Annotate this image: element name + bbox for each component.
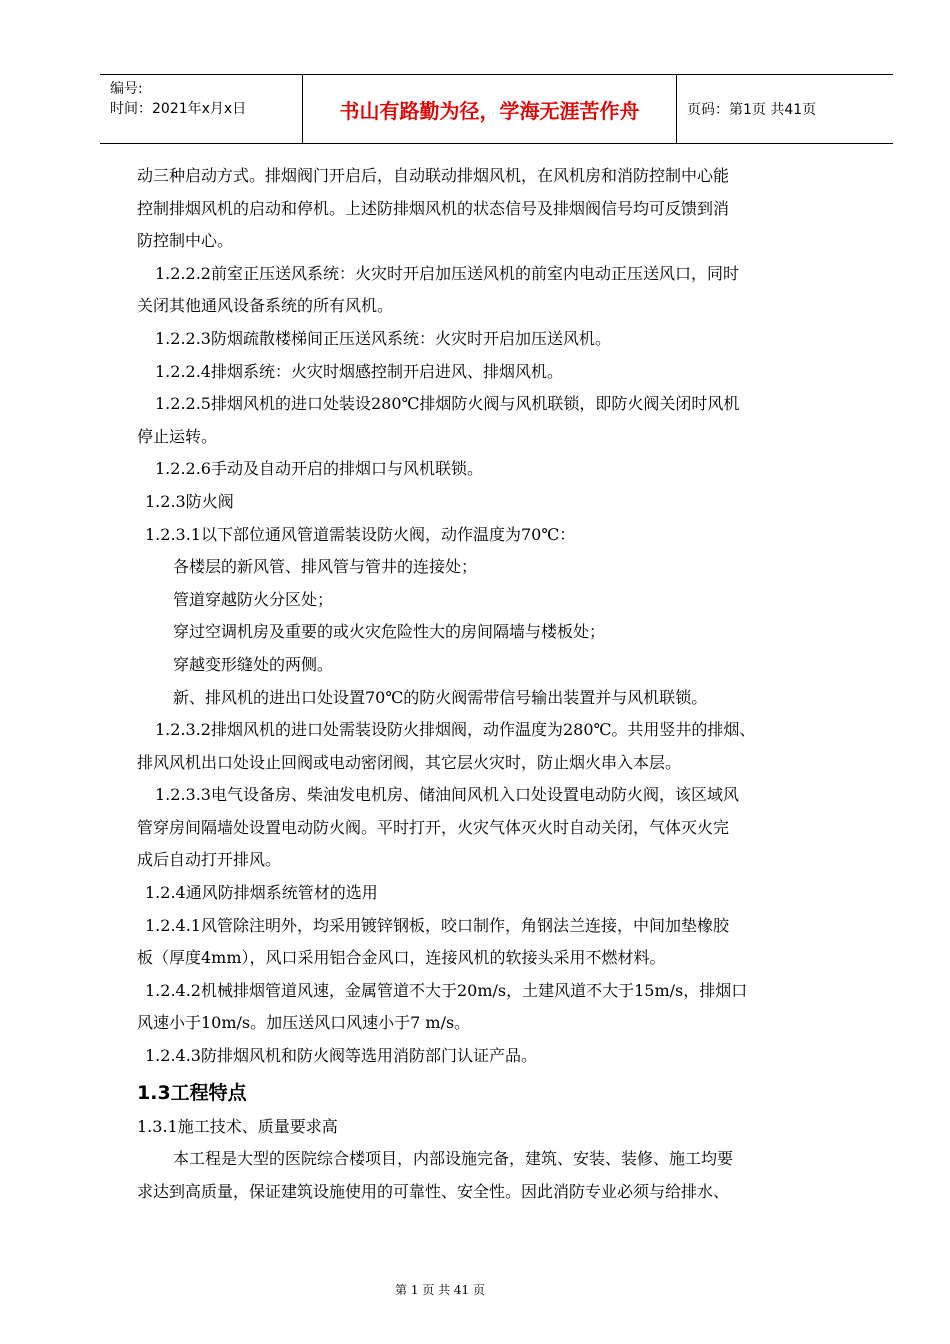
document-body — [137, 160, 862, 1208]
paragraph-line: 控制排烟风机的启动和停机。上述防排烟风机的状态信号及排烟阀信号均可反馈到消 — [137, 198, 730, 218]
paragraph-line: 1.2.3.3电气设备房、柴油发电机房、储油间风机入口处设置电动防火阀，该区域风 — [155, 785, 739, 805]
paragraph-line: 穿越变形缝处的两侧。 — [173, 654, 334, 674]
paragraph-line: 1.2.3防火阀 — [145, 491, 234, 511]
paragraph-line: 1.3.1施工技术、质量要求高 — [137, 1116, 338, 1136]
paragraph-line: 1.2.2.5排烟风机的进口处装设280℃排烟防火阀与风机联锁，即防火阀关闭时风机 — [155, 394, 740, 414]
paragraph-line: 板（厚度4mm），风口采用铝合金风口，连接风机的软接头采用不燃材料。 — [137, 948, 666, 968]
paragraph-line: 停止运转。 — [137, 426, 218, 446]
paragraph-line: 本工程是大型的医院综合楼项目，内部设施完备，建筑、安装、装修、施工均要 — [173, 1149, 734, 1169]
footer-page-number: 第 1 页 共 41 页 — [395, 1283, 485, 1297]
paragraph-line: 1.2.4通风防排烟系统管材的选用 — [145, 883, 378, 903]
page-footer — [0, 1281, 950, 1298]
paragraph-line: 1.2.2.6手动及自动开启的排烟口与风机联锁。 — [155, 459, 483, 479]
paragraph-line: 1.2.4.1风管除注明外，均采用镀锌钢板，咬口制作，角钢法兰连接，中间加垫橡胶 — [145, 915, 729, 935]
paragraph-line: 穿过空调机房及重要的或火灾危险性大的房间隔墙与楼板处； — [173, 622, 606, 642]
header-motto: 书山有路勤为径，学海无涯苦作舟 — [303, 75, 677, 143]
paragraph-line: 各楼层的新风管、排风管与管井的连接处； — [173, 557, 478, 577]
paragraph-line: 风速小于10m/s。加压送风口风速小于7 m/s。 — [137, 1013, 471, 1033]
paragraph-line: 1.2.2.2前室正压送风系统：火灾时开启加压送风机的前室内电动正压送风口，同时 — [155, 263, 739, 283]
header-meta — [100, 75, 303, 143]
header-page-info: 页码：第1页 共41页 — [687, 102, 817, 118]
section-heading: 1.3工程特点 — [137, 1081, 247, 1104]
paragraph-line: 动三种启动方式。排烟阀门开启后，自动联动排烟风机，在风机房和消防控制中心能 — [137, 166, 730, 185]
paragraph-line: 排风风机出口处设止回阀或电动密闭阀，其它层火灾时，防止烟火串入本层。 — [137, 752, 682, 772]
paragraph-line: 1.2.3.2排烟风机的进口处需装设防火排烟阀，动作温度为280℃。共用竖井的排烟、 — [155, 720, 756, 740]
paragraph-line: 1.2.4.2机械排烟管道风速，金属管道不大于20m/s，土建风道不大于15m/s，排烟口 — [145, 980, 748, 1000]
paragraph-line: 1.2.2.4排烟系统：火灾时烟感控制开启进风、排烟风机。 — [155, 361, 563, 381]
paragraph-line: 成后自动打开排风。 — [137, 850, 282, 870]
paragraph-line: 新、排风机的进出口处设置70℃的防火阀需带信号输出装置并与风机联锁。 — [173, 687, 708, 707]
document-number-label: 编号: — [110, 81, 143, 97]
paragraph-line: 关闭其他通风设备系统的所有风机。 — [137, 296, 394, 316]
paragraph-line: 管道穿越防火分区处； — [173, 589, 334, 609]
paragraph-line: 防控制中心。 — [137, 231, 234, 251]
paragraph-line: 1.2.3.1以下部位通风管道需装设防火阀，动作温度为70℃： — [145, 524, 576, 544]
document-time-label: 时间：2021年x月x日 — [110, 101, 247, 117]
page-header — [100, 74, 893, 144]
paragraph-line: 1.2.4.3防排烟风机和防火阀等选用消防部门认证产品。 — [145, 1046, 537, 1066]
paragraph-line: 求达到高质量，保证建筑设施使用的可靠性、安全性。因此消防专业必须与给排水、 — [137, 1181, 730, 1201]
paragraph-line: 1.2.2.3防烟疏散楼梯间正压送风系统：火灾时开启加压送风机。 — [155, 328, 611, 348]
paragraph-line: 管穿房间隔墙处设置电动防火阀。平时打开，火灾气体灭火时自动关闭，气体灭火完 — [137, 817, 730, 837]
